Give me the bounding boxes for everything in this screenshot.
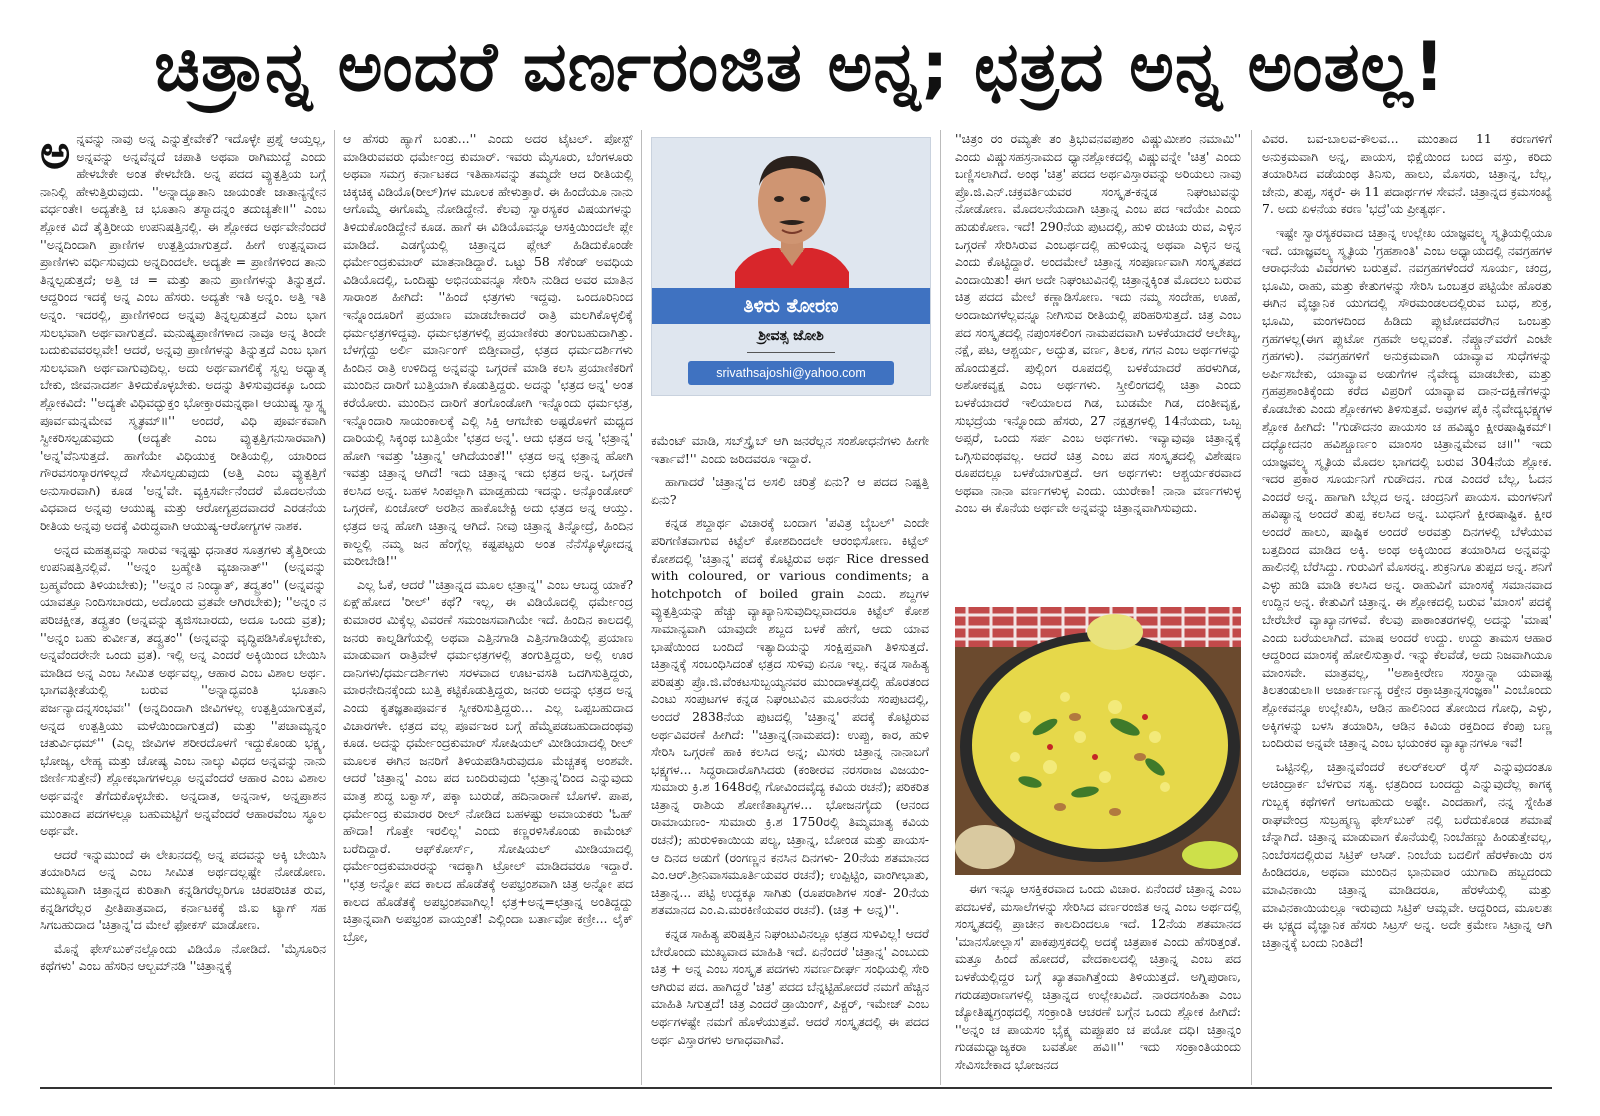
article-column-4-top (955, 130, 1241, 600)
author-portrait-image (727, 144, 857, 294)
column-name-band: ತಿಳಿರು ತೋರಣ (652, 288, 930, 324)
paragraph: ಆದರೆ ಇನ್ನುಮುಂದೆ ಈ ಲೇಖನದಲ್ಲಿ ಅನ್ನ ಪದವನ್ನು ಅಕ್ಕಿ ಬೇಯಿಸಿ ತಯಾರಿಸಿದ ಅನ್ನ ಎಂಬ ಸೀಮಿತ ಅರ್ಥದಲ್ಲಷ್ಟೇ ನೋಡೋಣ. ಮುಖ್ಯವಾಗಿ ಚಿತ್ರಾನ್ನದ ಕುರಿತಾಗಿ ಕನ್ನಡಿಗರೆಲ್ಲರಿಗೂ ಚಿರಪರಿಚಿತ ರುವ, ಕನ್ನಡಿಗರೆಲ್ಲರ ಪ್ರೀತಿಪಾತ್ರವಾದ, ಕರ್ನಾಟಕಕ್ಕೆ ಜಿ.ಐ ಟ್ಯಾಗ್ ಸಹ ಸಿಗಬಹುದಾದ 'ಚಿತ್ರಾನ್ನ'ದ ಮೇಲೆ ಫೋಕಸ್ ಮಾಡೋಣ. (40, 846, 326, 933)
article-column-1 (40, 130, 326, 1090)
paragraph: ಕನ್ನಡ ಶಬ್ದಾರ್ಥ ವಿಚಾರಕ್ಕೆ ಬಂದಾಗ 'ಪವಿತ್ರ ಬೈಬಲ್' ಎಂದೇ ಪರಿಗಣಿತವಾಗುವ ಕಿಟ್ಟೆಲ್ ಕೋಶದಿಂದಲೇ ಆರಂಭಿಸೋಣ. ಕಿಟ್ಟೆಲ್ ಕೋಶದಲ್ಲಿ 'ಚಿತ್ರಾನ್ನ' ಪದಕ್ಕೆ ಕೊಟ್ಟಿರುವ ಅರ್ಥ Rice dressed with coloured, or various condiments; a hotchpotch of boiled grain ಎಂದು. ಶಬ್ದಗಳ ವ್ಯುತ್ಪತ್ತಿಯನ್ನು ಹೆಚ್ಚು ವ್ಯಾಖ್ಯಾನಿಸುವುದಿಲ್ಲವಾದರೂ ಕಿಟ್ಟೆಲ್ ಕೋಶ ಸಾಮಾನ್ಯವಾಗಿ ಯಾವುದೇ ಶಬ್ದದ ಬಳಕೆ ಹೇಗೆ, ಆದು ಯಾವ ಭಾಷೆಯಿಂದ ಬಂದಿದೆ ಇತ್ಯಾದಿಯನ್ನು ಸಂಕ್ಷಿಪ್ತವಾಗಿ ತಿಳಿಸುತ್ತದೆ. ಚಿತ್ರಾನ್ನಕ್ಕೆ ಸಂಬಂಧಿಸಿದಂತೆ ಛತ್ರದ ಸುಳಿವು ಏನೂ ಇಲ್ಲ. ಕನ್ನಡ ಸಾಹಿತ್ಯ ಪರಿಷತ್ತು ಪ್ರೊ.ಜಿ.ವೆಂಕಟಸುಬ್ಬಯ್ಯನವರ ಮುಂದಾಳತ್ವದಲ್ಲಿ ಹೊರತಂದ ಎಂಟು ಸಂಪುಟಗಳ ಕನ್ನಡ ನಿಘಂಟುವಿನ ಮೂರನೆಯ ಸಂಪುಟದಲ್ಲಿ, ಅಂದರೆ 2838ನೆಯ ಪುಟದಲ್ಲಿ 'ಚಿತ್ರಾನ್ನ' ಪದಕ್ಕೆ ಕೊಟ್ಟಿರುವ ಅರ್ಥವಿವರಣೆ ಹೀಗಿದೆ: ''ಚಿತ್ರಾನ್ನ(ನಾಮಪದ): ಉಪ್ಪು, ಕಾರ, ಹುಳಿ ಸೇರಿಸಿ ಒಗ್ಗರಣೆ ಹಾಕಿ ಕಲಸಿದ ಅನ್ನ; ಮಿಸರು ಚಿತ್ರಾನ್ನ ನಾನಾಬಗೆ ಭಕ್ಷ್ಯಗಳ... ಸಿದ್ಧರಾದಾರೊಗಿಸಿದರು (ಕಂಠೀರವ ನರಸರಾಜ ವಿಜಯಂ- ಸುಮಾರು ಕ್ರಿ.ಶ 1648ರಲ್ಲಿ ಗೋವಿಂದವೈದ್ಯ ಕವಿಯ ರಚನೆ); ಪರಿಕರಿತ ಚಿತ್ರಾನ್ನ ರಾಶಿಯ ಶೋಣಿತಾಖ್ಯಗಳ... ಭೋಜನಗೈದು (ಆನಂದ ರಾಮಾಯಣಂ- ಸುಮಾರು ಕ್ರಿ.ಶ 1750ರಲ್ಲಿ ತಿಮ್ಮಮಾತ್ಯ ಕವಿಯ ರಚನೆ); ಹುರುಳಿಕಾಯಿಯ ಪಲ್ಯ, ಚಿತ್ರಾನ್ನ, ಬೋಂಡ ಮತ್ತು ಪಾಯಸ- ಆ ದಿನದ ಅಡುಗೆ (ರಂಗಣ್ಣನ ಕನಸಿನ ದಿನಗಳು- 20ನೆಯ ಶತಮಾನದ ಎಂ.ಆರ್.ಶ್ರೀನಿವಾಸಮೂರ್ತಿಯವರ ರಚನೆ); ಉಪ್ಪಿಟ್ಟಿಂ, ವಾಂಗೀಭಾತು, ಚಿತ್ರಾನ್ನ... ಪಟ್ಟಿ ಉದ್ದಕ್ಕೂ ಸಾಗಿತು (ರೂಪರಾಶಿಗಳ ಸಂತೆ- 20ನೆಯ ಶತಮಾನದ ಎಂ.ಎ.ಮರಕಿಣಿಯವರ ರಚನೆ). (ಚಿತ್ರ + ಅನ್ನ)''. (651, 515, 929, 918)
paragraph: ಕನ್ನಡ ಸಾಹಿತ್ಯ ಪರಿಷತ್ತಿನ ನಿಘಂಟುವಿನಲ್ಲೂ ಛತ್ರದ ಸುಳಿವಿಲ್ಲ! ಆದರೆ ಬೇರೊಂದು ಮುಖ್ಯವಾದ ಮಾಹಿತಿ ಇದೆ. ಏನೆಂದರೆ 'ಚಿತ್ರಾನ್ನ' ಎಂಬುದು ಚಿತ್ರ + ಅನ್ನ ಎಂಬ ಸಂಸ್ಕೃತ ಪದಗಳು ಸವರ್ಣದೀರ್ಘ ಸಂಧಿಯಲ್ಲಿ ಸೇರಿ ಆಗಿರುವ ಪದ. ಹಾಗಿದ್ದರೆ 'ಚಿತ್ರ' ಪದದ ಬೆನ್ನಟ್ಟಿಹೋದರೆ ನಮಗೆ ಹೆಚ್ಚಿನ ಮಾಹಿತಿ ಸಿಗುತ್ತದೆ! ಚಿತ್ರ ಎಂದರೆ ಡ್ರಾಯಿಂಗ್, ಪಿಕ್ಚರ್, ಇಮೇಜ್ ಎಂಬ ಅರ್ಥಗಳಷ್ಟೇ ನಮಗೆ ಹೊಳೆಯುತ್ತವೆ. ಆದರೆ ಸಂಸ್ಕೃತದಲ್ಲಿ ಈ ಪದದ ಅರ್ಥ ವಿಸ್ತಾರಗಳು ಅಗಾಧವಾಗಿವೆ. (651, 926, 929, 1047)
divider (747, 352, 835, 353)
paragraph: ವಿವರ. ಬವ-ಬಾಲವ-ಕೌಲವ... ಮುಂತಾದ 11 ಕರಣಗಳಿಗೆ ಅನುಕ್ರಮವಾಗಿ ಅನ್ನ, ಪಾಯಸ, ಭಿಕ್ಷೆಯಿಂದ ಬಂದ ವಸ್ತು, ಕರಿದು ತಯಾರಿಸಿದ ವಡೆಯಂಥ ತಿನಿಸು, ಹಾಲು, ಮೊಸರು, ಚಿತ್ರಾನ್ನ, ಬೆಲ್ಲ, ಜೇನು, ತುಪ್ಪ, ಸಕ್ಕರೆ- ಈ 11 ಪದಾರ್ಥಗಳ ಸೇವನೆ. ಚಿತ್ರಾನ್ನದ ಕ್ರಮಸಂಖ್ಯೆ 7. ಅದು ಏಳನೆಯ ಕರಣ 'ಭದ್ರೆ'ಯ ಪ್ರೀತ್ಯರ್ಥ. (1262, 131, 1552, 217)
article-column-4-bottom (955, 880, 1241, 1085)
headline: ಚಿತ್ರಾನ್ನ ಅಂದರೆ ವರ್ಣರಂಜಿತ ಅನ್ನ; ಛತ್ರದ ಅನ್ನ ಅಂತಲ್ಲ! (154, 28, 1446, 107)
chitranna-photo (955, 607, 1241, 875)
article-column-3 (651, 432, 929, 1088)
author-name: ಶ್ರೀವತ್ಸ ಜೋಶಿ (758, 328, 824, 344)
article-column-5 (1262, 130, 1552, 1090)
author-email: srivathsajoshi@yahoo.com (688, 361, 894, 385)
paragraph: ''ಚಿತ್ರಂ ರಂ ರಮ್ಯತೇ ತಂ ತ್ರಿಭುವನವಪುಶಂ ವಿಷ್ಣುಮೀಶಂ ನಮಾಮಿ'' ಎಂದು ವಿಷ್ಣುಸಹಸ್ರನಾಮದ ಧ್ಯಾನಶ್ಲೋಕದಲ್ಲಿ ವಿಷ್ಣುವನ್ನೇ 'ಚಿತ್ರ' ಎಂದು ಬಣ್ಣಿಸಲಾಗಿದೆ. ಅಂಥ 'ಚಿತ್ರ' ಪದದ ಅರ್ಥವಿಸ್ತಾರವನ್ನು ಅರಿಯಲು ನಾವು ಪ್ರೊ.ಜಿ.ಎನ್.ಚಕ್ರವರ್ತಿಯವರ ಸಂಸ್ಕೃತ-ಕನ್ನಡ ನಿಘಂಟುವನ್ನು ನೋಡೋಣ. ಮೊದಲನೆಯದಾಗಿ ಚಿತ್ರಾನ್ನ ಎಂಬ ಪದ ಇದೆಯೇ ಎಂದು ಹುಡುಕೋಣ. ಇದೆ! 290ನೆಯ ಪುಟದಲ್ಲಿ, ಹುಳಿ ರುಚಿಯ ರುವ, ಎಳ್ಳಿನ ಒಗ್ಗರಣೆ ಸೇರಿಸಿರುವ ಎಂಬರ್ಥದಲ್ಲಿ ಹುಳಿಯನ್ನ ಅಥವಾ ಎಳ್ಳಿನ ಅನ್ನ ಎಂದು ಕೊಟ್ಟಿದ್ದಾರೆ. ಅಂದಮೇಲೆ ಚಿತ್ರಾನ್ನ ಸಂಪೂರ್ಣವಾಗಿ ಸಂಸ್ಕೃತಪದ ಎಂದಾಯಿತು! ಈಗ ಅದೇ ನಿಘಂಟುವಿನಲ್ಲಿ ಚಿತ್ರಾನ್ನಕ್ಕಿಂತ ಮೊದಲು ಬರುವ ಚಿತ್ರ ಪದದ ಮೇಲೆ ಕಣ್ಣಾಡಿಸೋಣ. ಇದು ನಮ್ಮ ಸಂದೇಹ, ಊಹೆ, ಅಂದಾಜುಗಳೆಲ್ಲವನ್ನೂ ನೀಗಿಸುವ ರೀತಿಯಲ್ಲಿ ಪರಿಹರಿಸುತ್ತದೆ. ಚಿತ್ರ ಎಂಬ ಪದ ಸಂಸ್ಕೃತದಲ್ಲಿ ನಪುಂಸಕಲಿಂಗ ನಾಮಪದವಾಗಿ ಬಳಕೆಯಾದರೆ ಆಲೇಖ್ಯ, ನಕ್ಷೆ, ಪಟ, ಆಶ್ಚರ್ಯ, ಅದ್ಭುತ, ವರ್ಣ, ತಿಲಕ, ಗಗನ ಎಂಬ ಅರ್ಥಗಳನ್ನು ಹೊಂದುತ್ತದೆ. ಪುಲ್ಲಿಂಗ ರೂಪದಲ್ಲಿ ಬಳಕೆಯಾದರೆ ಹರಳುಗಿಡ, ಅಶೋಕವೃಕ್ಷ ಎಂಬ ಅರ್ಥಗಳು. ಸ್ತ್ರೀಲಿಂಗದಲ್ಲಿ ಚಿತ್ರಾ ಎಂದು ಬಳಕೆಯಾದರೆ ಇಲಿಯಾಲದ ಗಿಡ, ಬುಡಮೇ ಗಿಡ, ದಂತೀವೃಕ್ಷ, ಸುಭದ್ರೆಯ ಇನ್ನೊಂದು ಹೆಸರು, 27 ನಕ್ಷತ್ರಗಳಲ್ಲಿ 14ನೆಯದು, ಒಬ್ಬ ಅಪ್ಸರೆ, ಒಂದು ಸರ್ಪ ಎಂಬ ಅರ್ಥಗಳು. ಇವ್ಯಾವುವೂ ಚಿತ್ರಾನ್ನಕ್ಕೆ ಒಗ್ಗಿಸುವಂಥವಲ್ಲ. ಆದರೆ ಚಿತ್ರ ಎಂಬ ಪದ ಸಂಸ್ಕೃತದಲ್ಲಿ ವಿಶೇಷಣ ರೂಪದಲ್ಲೂ ಬಳಕೆಯಾಗುತ್ತದೆ. ಆಗ ಅರ್ಥಗಳು: ಆಶ್ಚರ್ಯಕರವಾದ ಅಥವಾ ನಾನಾ ವರ್ಣಗಳುಳ್ಳ ಎಂದು. ಯುರೇಕಾ! ನಾನಾ ವರ್ಣಗಳುಳ್ಳ ಎಂಬ ಈ ಕೊನೆಯ ಅರ್ಥವೇ ಅನ್ನವನ್ನು ಚಿತ್ರಾನ್ನವಾಗಿಸುವುದು. (955, 131, 1241, 516)
paragraph: ಆ ಹೆಸರು ಹ್ಯಾಗೆ ಬಂತು...'' ಎಂದು ಅದರ ಟೈಟಲ್. ಪೋಸ್ಟ್ ಮಾಡಿರುವವರು ಧರ್ಮೇಂದ್ರ ಕುಮಾರ್. ಇವರು ಮೈಸೂರು, ಬೆಂಗಳೂರು ಅಥವಾ ಸಮಗ್ರ ಕರ್ನಾಟಕದ ಇತಿಹಾಸವನ್ನು ತಮ್ಮದೇ ಆದ ರೀತಿಯಲ್ಲಿ ಚಿಕ್ಕಚಿಕ್ಕ ವಿಡಿಯೊ(ರೀಲ್)ಗಳ ಮೂಲಕ ಹೇಳುತ್ತಾರೆ. ಈ ಹಿಂದೆಯೂ ನಾನು ಆಗೊಮ್ಮೆ ಈಗೊಮ್ಮೆ ನೋಡಿದ್ದೇನೆ. ಕೆಲವು ಸ್ವಾರಸ್ಯಕರ ವಿಷಯಗಳನ್ನು ತಿಳಿದುಕೊಂಡಿದ್ದೇನೆ ಕೂಡ. ಹಾಗೆ ಈ ವಿಡಿಯೊವನ್ನೂ ಆಸಕ್ತಿಯಿಂದಲೇ ಪ್ಲೇ ಮಾಡಿದೆ. ಎಡಗೈಯಲ್ಲಿ ಚಿತ್ರಾನ್ನದ ಪ್ಲೇಟ್ ಹಿಡಿದುಕೊಂಡೇ ಧರ್ಮೇಂದ್ರಕುಮಾರ್ ಮಾತನಾಡಿದ್ದಾರೆ. ಒಟ್ಟು 58 ಸೆಕೆಂಡ್ ಅವಧಿಯ ವಿಡಿಯೊದಲ್ಲಿ, ಒಂದಿಷ್ಟು ಅಭಿನಯವನ್ನೂ ಸೇರಿಸಿ ನುಡಿದ ಅವರ ಮಾತಿನ ಸಾರಾಂಶ ಹೀಗಿದೆ: ''ಹಿಂದೆ ಛತ್ರಗಳು ಇದ್ದವು. ಒಂದೂರಿನಿಂದ ಇನ್ನೊಂದೂರಿಗೆ ಪ್ರಯಾಣ ಮಾಡಬೇಕಾದರೆ ರಾತ್ರಿ ಮಲಗಿಕೊಳ್ಳಲಿಕ್ಕೆ ಧರ್ಮಛತ್ರಗಳಿದ್ದವು. ಧರ್ಮಛತ್ರಗಳಲ್ಲಿ ಪ್ರಯಾಣಿಕರು ತಂಗುಬಹುದಾಗಿತ್ತು. ಬೆಳಗ್ಗೆದ್ದು ಅರ್ಲಿ ಮಾರ್ನಿಂಗ್ ಬಿಡ್ತೀವಾದ್ರೆ, ಛತ್ರದ ಧರ್ಮದರ್ಶಿಗಳು ಹಿಂದಿನ ರಾತ್ರಿ ಉಳಿದಿದ್ದ ಅನ್ನವನ್ನು ಒಗ್ಗರಣೆ ಮಾಡಿ ಕಲಸಿ ಪ್ರಯಾಣಿಕರಿಗೆ ಮುಂದಿನ ದಾರಿಗೆ ಬುತ್ತಿಯಾಗಿ ಕೊಡುತ್ತಿದ್ದರು. ಅದನ್ನು 'ಛತ್ರದ ಅನ್ನ' ಅಂತ ಕರೆಯೋರು. ಮುಂದಿನ ದಾರಿಗೆ ತಂಗೊಂಡೋಗಿ ಇನ್ನೊಂದು ಧರ್ಮಛತ್ರ, ಇನ್ನೊಂದಾರಿ ಸಾಯಂಕಾಲಕ್ಕೆ ಎಲ್ಲಿ ಸಿಕ್ತಿ ಆಗಬೇಕು ಅಷ್ಟರೊಳಗೆ ಮಧ್ಯದ ದಾರಿಯಲ್ಲಿ ಸಿಕ್ಕಂಥ ಬುತ್ತಿಯೇ 'ಛತ್ರದ ಅನ್ನ'. ಆದು ಛತ್ರದ ಅನ್ನ 'ಛತ್ರಾನ್ನ' ಹೋಗಿ ಇವತ್ತು 'ಚಿತ್ರಾನ್ನ' ಆಗಿದೆಯಂತೆ!'' ಛತ್ರದ ಅನ್ನ ಛತ್ರಾನ್ನ ಹೋಗಿ ಇವತ್ತು ಚಿತ್ರಾನ್ನ ಆಗಿದೆ! ಇದು ಚಿತ್ರಾನ್ನ ಇದು ಛತ್ರದ ಅನ್ನ. ಒಗ್ಗರಣೆ ಕಲಸಿದ ಅನ್ನ. ಬಹಳ ಸಿಂಪಲ್ಲಾಗಿ ಮಾಡ್ತಹುದು ಇದನ್ನು. ಅನ್ಕೊಂಡೋರ್ ಒಗ್ಗರಣೆ, ಏಂಚೋರ್ ಅರಶಿನ ಹಾಕೊಬೇಕ್ಟಿ ಅದು ಛತ್ರದ ಅನ್ನ ಆಯ್ತು. ಛತ್ರದ ಅನ್ನ ಹೋಗಿ ಚಿತ್ರಾನ್ನ ಆಗಿದೆ. ನೀವು ಚಿತ್ರಾನ್ನ ತಿನ್ನೋದ್ರೆ, ಹಿಂದಿನ ಕಾಲ್ದಲ್ಲಿ ನಮ್ಮ ಜನ ಹೆಂಗ್ಗೆಲ್ಲ ಕಷ್ಟಪಟ್ಟರು ಅಂತ ನೆನೆಸ್ಕೊಳ್ಳೋದನ್ನ ಮರೀಬೇಡಿ!'' (343, 131, 633, 569)
paragraph: ಹಾಗಾದರೆ 'ಚಿತ್ರಾನ್ನ'ದ ಅಸಲಿ ಚರಿತ್ರೆ ಏನು? ಆ ಪದದ ನಿಷ್ಪತ್ತಿ ಏನು? (651, 474, 929, 507)
bottom-rule (40, 1087, 1552, 1089)
column-divider (940, 130, 941, 1085)
column-divider (334, 130, 335, 1085)
column-divider (1251, 130, 1252, 1085)
paragraph: ಕಮೆಂಟ್ ಮಾಡಿ, ಸಬ್‌ಸ್ಕ್ರೈಬ್ ಆಗಿ ಜನರೆಲ್ಲನ ಸಂಶೋಧನೆಗಳು ಹೀಗೇ ಇರ್ತಾವೆ!'' ಎಂದು ಜರಿದವರೂ ಇದ್ದಾರೆ. (651, 433, 929, 466)
article-column-2 (343, 130, 633, 1090)
column-divider (641, 130, 642, 1085)
paragraph: ಒಟ್ಟಿನಲ್ಲಿ, ಚಿತ್ರಾನ್ನವೆಂದರೆ ಕಲರ್‌ಕಲರ್ ರೈಸ್ ಎನ್ನುವುದಂತೂ ಅಚಿಂದ್ರಾರ್ಕ ಬೆಳಗುವ ಸತ್ಯ. ಛತ್ರದಿಂದ ಬಂದದ್ದು ಎನ್ನುವುದೆಲ್ಲ ಕಾಗಕ್ಕ ಗುಬ್ಬಕ್ಕ ಕಥೆಗಳಿಗೆ ಆಗಬಹುದು ಅಷ್ಟೇ. ಎಂದಹಾಗೆ, ನನ್ನ ಸ್ನೇಹಿತ ರಾಘವೇಂದ್ರ ಸುಬ್ರಹ್ಮಣ್ಯ ಫೇಸ್‌ಬುಕ್ ನಲ್ಲಿ ಬರೆದುಕೊಂಡ ಶಮಾಷೆ ಚೆನ್ನಾಗಿದೆ. ಚಿತ್ರಾನ್ನ ಮಾಡುವಾಗ ಕೊನೆಯಲ್ಲಿ ನಿಂಬೆಹಣ್ಣು ಹಿಂಡುತ್ತೇವಲ್ಲ, ನಿಂಬೆರಸದಲ್ಲಿರುವ ಸಿಟ್ರಿಕ್ ಆಸಿಡ್. ನಿಂಬೆಯ ಬದಲಿಗೆ ಹೆರಳೆಕಾಯಿ ರಸ ಹಿಂಡಿದರೂ, ಅಥವಾ ಮುಂದಿನ ಭಾನುವಾರ ಯುಗಾದಿ ಹಬ್ಬದಂದು ಮಾವಿನಕಾಯಿ ಚಿತ್ರಾನ್ನ ಮಾಡಿದರೂ, ಹೆರಳೆಯಲ್ಲಿ ಮತ್ತು ಮಾವಿನಕಾಯಿಯಲ್ಲೂ ಇರುವುದು ಸಿಟ್ರಿಕ್ ಆಮ್ಲವೇ. ಆದ್ದರಿಂದ, ಮೂಲತಃ ಈ ಭಕ್ಷ್ಯದ ವೈಜ್ಞಾನಿಕ ಹೆಸರು ಸಿಟ್ರಸ್ ಅನ್ನ. ಅದೇ ಕ್ರಮೇಣ ಸಿಟ್ರಾನ್ನ ಆಗಿ ಚಿತ್ರಾನ್ನಕ್ಕೆ ಬಂದು ನಿಂತಿದೆ! (1262, 758, 1552, 950)
paragraph: ಎಲ್ಲ ಓಕೆ, ಆದರೆ ''ಚಿತ್ರಾನ್ನದ ಮೂಲ ಛತ್ರಾನ್ನ'' ಎಂಬ ಆಬದ್ಧ ಯಾಕೆ? ಏಕ್ಷ್‌ಹೋದ 'ರೀಲ್' ಕಥೆ? ಇಲ್ಲ, ಈ ವಿಡಿಯೊದಲ್ಲಿ ಧರ್ಮೇಂದ್ರ ಕುಮಾರರ ಮಿಕ್ಕೆಲ್ಲ ವಿವರಣೆ ಸಮಂಜಸವಾಗಿಯೇ ಇದೆ. ಹಿಂದಿನ ಕಾಲದಲ್ಲಿ ಜನರು ಕಾಲ್ನಡಿಗೆಯಲ್ಲಿ ಅಥವಾ ಎತ್ತಿನಗಾಡಿ ಎತ್ತಿನಗಾಡಿಯಲ್ಲಿ ಪ್ರಯಾಣ ಮಾಡುವಾಗ ರಾತ್ರಿವೇಳೆ ಧರ್ಮಛತ್ರಗಳಲ್ಲಿ ತಂಗುತ್ತಿದ್ದರು, ಅಲ್ಲಿ ಊರ ದಾನಿಗಳು/ಧರ್ಮದರ್ಶಿಗಳು ಸರಳವಾದ ಊಟ-ವಸತಿ ಒದಗಿಸುತ್ತಿದ್ದರು, ಮಾರನೇದಿನಕ್ಕೆಂದು ಬುತ್ತಿ ಕಟ್ಟಿಕೊಡುತ್ತಿದ್ದರು, ಜನರು ಅದನ್ನು ಛತ್ರದ ಅನ್ನ ಎಂದು ಕೃತಜ್ಞತಾಪೂರ್ವಕ ಸ್ವೀಕರಿಸುತ್ತಿದ್ದರು... ಎಲ್ಲ ಒಪ್ಪಬಹುದಾದ ವಿಚಾರಗಳೇ. ಛತ್ರದ ವಲ್ಲ ಪೂರ್ವಜರ ಬಗ್ಗೆ ಹೆಮ್ಮೆಪಡಬಹುದಾದಂಥವು ಕೂಡ. ಅದನ್ನು ಧರ್ಮೇಂದ್ರಕುಮಾರ್ ಸೋಷಿಯಲ್ ಮೀಡಿಯಾದಲ್ಲಿ ರೀಲ್ ಮೂಲಕ ಈಗಿನ ಜನರಿಗೆ ತಿಳಿಯಪಡಿಸಿರುವುದೂ ಮೆಚ್ಚತಕ್ಕ ಅಂಶವೇ. ಆದರೆ 'ಚಿತ್ರಾನ್ನ' ಎಂಬ ಪದ ಬಂದಿರುವುದು 'ಛತ್ರಾನ್ನ'ದಿಂದ ಎನ್ನುವುದು ಮಾತ್ರ ಶುದ್ಧ ಬಕ್ವಾಸ್, ಪಕ್ಕಾ ಬುರುಡೆ, ಹದಿನಾರಾಣೆ ಬೊಗಳೆ. ಪಾಪ, ಧರ್ಮೇಂದ್ರ ಕುಮಾರರ ರೀಲ್ ನೋಡಿದ ಬಹಳಷ್ಟು ಅಮಾಯಕರು 'ಓಹ್ ಹೌದಾ! ಗೊತ್ತೇ ಇರಲಿಲ್ಲ' ಎಂದು ಕಣ್ಣರಳಿಸಿಕೊಂಡು ಕಾಮೆಂಟ್ ಬರೆದಿದ್ದಾರೆ. ಆಫ್‌ಕೋರ್ಸ್, ಸೋಷಿಯಲ್ ಮೀಡಿಯಾದಲ್ಲಿ ಧರ್ಮೇಂದ್ರಕುಮಾರರನ್ನು ಇದಕ್ಕಾಗಿ ಟ್ರೋಲ್ ಮಾಡಿದವರೂ ಇದ್ದಾರೆ. ''ಛತ್ರ ಅನ್ನೋ ಪದ ಕಾಲದ ಹೊಡೆತಕ್ಕೆ ಅಪಭ್ರಂಶವಾಗಿ ಚಿತ್ರ ಅನ್ನೋ ಪದ ಕಾಲದ ಹೊಡೆತಕ್ಕೆ ಅಪಭ್ರಂಶವಾಗಿಲ್ಲ! ಛತ್ರ+ಅನ್ನ=ಛತ್ರಾನ್ನ ಅಂತಿದ್ದದ್ದು ಚಿತ್ರಾನ್ನವಾಗಿ ಅಪಭ್ರಂಶ ವಾಯ್ತಂತೆ! ಎಲ್ಲಿಂದಾ ಬರ್ತಾವೋ ಕಣ್ರೀ... ಲೈಕ್ ಬ್ರೋ, (343, 576, 633, 944)
paragraph: ಇಷ್ಟೇ ಸ್ವಾರಸ್ಯಕರವಾದ ಚಿತ್ರಾನ್ನ ಉಲ್ಲೇಖ ಯಾಜ್ಞವಲ್ಕ್ಯ ಸ್ಮೃತಿಯಲ್ಲಿಯೂ ಇದೆ. ಯಾಜ್ಞವಲ್ಕ್ಯ ಸ್ಮೃತಿಯ 'ಗ್ರಹಶಾಂತಿ' ಎಂಬ ಅಧ್ಯಾಯದಲ್ಲಿ ನವಗ್ರಹಗಳ ಆರಾಧನೆಯ ವಿವರಗಳು ಬರುತ್ತವೆ. ನವಗ್ರಹಗಳೆಂದರೆ ಸೂರ್ಯ, ಚಂದ್ರ, ಭೂಮಿ, ರಾಹು, ಮತ್ತು ಕೇತುಗಳನ್ನು ಸೇರಿಸಿ ಒಂಬತ್ತರ ಪಟ್ಟಿಯೇ ಹೊರತು ಈಗಿನ ವೈಜ್ಞಾನಿಕ ಯುಗದಲ್ಲಿ ಸೌರಮಂಡಲದಲ್ಲಿರುವ ಬುಧ, ಶುಕ್ರ, ಭೂಮಿ, ಮಂಗಳದಿಂದ ಹಿಡಿದು ಪ್ಲುಟೋದವರೆಗಿನ ಒಂಬತ್ತು ಗ್ರಹಗಳಲ್ಲ(ಈಗ ಪ್ಲುಟೋ ಗ್ರಹವೇ ಅಲ್ಲವಂತೆ. ನೆಪ್ಚೂನ್‌ವರೆಗೆ ಎಂಟೇ ಗ್ರಹಗಳು). ನವಗ್ರಹಗಳಿಗೆ ಅನುಕ್ರಮವಾಗಿ ಯಾವ್ಯಾವ ಸುಧೆಗಳನ್ನು ಅರ್ಪಿಸಬೇಕು, ಯಾವ್ಯಾವ ಅಡುಗೆಗಳ ನೈವೇದ್ಯ ಮಾಡಬೇಕು, ಮತ್ತು ಗ್ರಹಪ್ರಶಾಂತಿಕ್ಕೆಂದು ಕರೆದ ವಿಪ್ರರಿಗೆ ಯಾವ್ಯಾವ ದಾನ-ದಕ್ಷಿಣೆಗಳನ್ನು ಕೊಡಬೇಕು ಎಂದು ಶ್ಲೋಕಗಳು ತಿಳಿಸುತ್ತವೆ. ಅವುಗಳ ಪೈಕಿ ನೈವೇದ್ಯಭಕ್ಷ್ಯಗಳ ಶ್ಲೋಕ ಹೀಗಿದೆ: ''ಗುಡೌದನಂ ಪಾಯಸಂ ಚ ಹವಿಷ್ಯಂ ಕ್ಷೀರಷಾಷ್ಟಿಕಮ್। ದಧ್ಯೋದನಂ ಹವಿಶ್ಚೂರ್ಣಂ ಮಾಂಸಂ ಚಿತ್ರಾನ್ನಮೇವ ಚ॥'' ಇದು ಯಾಜ್ಞವಲ್ಕ್ಯ ಸ್ಮೃತಿಯ ಮೊದಲ ಭಾಗದಲ್ಲಿ ಬರುವ 304ನೆಯ ಶ್ಲೋಕ. ಇದರ ಪ್ರಕಾರ ಸೂರ್ಯನಿಗೆ ಗುಡೌದನ. ಗುಡ ಎಂದರೆ ಬೆಲ್ಲ, ಓದನ ಎಂದರೆ ಅನ್ನ. ಹಾಗಾಗಿ ಬೆಲ್ಲದ ಅನ್ನ. ಚಂದ್ರನಿಗೆ ಪಾಯಸ. ಮಂಗಳನಿಗೆ ಹವಿಷ್ಯಾನ್ನ ಅಂದರೆ ತುಪ್ಪ ಕಲಸಿದ ಅನ್ನ. ಬುಧನಿಗೆ ಕ್ಷೀರಷಾಷ್ಟಿಕ. ಕ್ಷೀರ ಅಂದರೆ ಹಾಲು, ಷಾಷ್ಟಿಕ ಅಂದರೆ ಅರವತ್ತು ದಿನಗಳಲ್ಲಿ ಬೆಳೆಯುವ ಬತ್ತದಿಂದ ಮಾಡಿದ ಅಕ್ಕಿ. ಅಂಥ ಅಕ್ಕಿಯಿಂದ ತಯಾರಿಸಿದ ಅನ್ನವನ್ನು ಹಾಲಿನಲ್ಲಿ ಬೆರೆಸಿದ್ದು. ಗುರುವಿಗೆ ಮೊಸರನ್ನ. ಶುಕ್ರನಿಗೂ ತುಪ್ಪದ ಅನ್ನ. ಶನಿಗೆ ಎಳ್ಳು ಹುಡಿ ಮಾಡಿ ಕಲಸಿದ ಅನ್ನ. ರಾಹುವಿಗೆ ಮಾಂಸಕ್ಕೆ ಸಮಾನವಾದ ಉದ್ದಿನ ಅನ್ನ. ಕೇತುವಿಗೆ ಚಿತ್ರಾನ್ನ. ಈ ಶ್ಲೋಕದಲ್ಲಿ ಬರುವ 'ಮಾಂಸ' ಪದಕ್ಕೆ ಬೇರೆಬೇರೆ ವ್ಯಾಖ್ಯಾನಗಳಿವೆ. ಕೆಲವು ಪಾಠಾಂತರಗಳಲ್ಲಿ ಅದನ್ನು 'ಮಾಷ' ಎಂದು ಬರೆಯಲಾಗಿದೆ. ಮಾಷ ಅಂದರೆ ಉದ್ದು. ಉದ್ದು ತಾಮಸ ಆಹಾರ ಆದ್ದರಿಂದ ಮಾಂಸಕ್ಕೆ ಹೋಲಿಸುತ್ತಾರೆ. ಇನ್ನು ಕೆಲವೆಡೆ, ಅದು ನಿಜವಾಗಿಯೂ ಮಾಂಸವೇ. ಮಾತ್ರವಲ್ಲ, ''ಅಶಾಕ್ತೀರೇಣ ಸಂಸ್ಥಾನ್ನಾ ಯವಾಷ್ಟ ತಿಲತಂಡುಲಾ॥ ಅಜಾರ್ಕರ್ಣನ್ಯ ರಕ್ತೇನ ರಕ್ತಾಚಿತ್ರಾನ್ನಸಂಜ್ಞಕಾ'' ಎಂಬೊಂದು ಶ್ಲೋಕವನ್ನೂ ಉಲ್ಲೇಖಿಸಿ, ಆಡಿನ ಹಾಲಿನಿಂದ ತೋಯಿದ ಗೋಧಿ, ಎಳ್ಳು, ಅಕ್ಕಿಗಳನ್ನು ಬಳಸಿ ತಯಾರಿಸಿ, ಆಡಿನ ಕಿವಿಯ ರಕ್ತದಿಂದ ಕೆಂಪು ಬಣ್ಣ ಬಂದಿರುವ ಅನ್ನವೇ ಚಿತ್ರಾನ್ನ ಎಂಬ ಭಯಂಕರ ವ್ಯಾಖ್ಯಾನಗಳೂ ಇವೆ! (1262, 224, 1552, 751)
paragraph: ಅನ್ನದ ಮಹತ್ವವನ್ನು ಸಾರುವ ಇನ್ನಷ್ಟು ಧನಾತರ ಸೂತ್ರಗಳು ತೈತ್ತಿರೀಯ ಉಪನಿಷತ್ತಿನಲ್ಲಿವೆ. ''ಅನ್ನಂ ಬ್ರಹ್ಮೇತಿ ವ್ಯಜಾನಾತ್'' (ಅನ್ನವನ್ನು ಬ್ರಹ್ಮವೆಂದು ತಿಳಿಯಬೇಕು); ''ಅನ್ನಂ ನ ನಿಂದ್ಯಾತ್, ತದ್ವ್ರತಂ'' (ಅನ್ನವನ್ನು ಯಾವತ್ತೂ ನಿಂದಿಸಬಾರದು, ಅದೊಂದು ವ್ರತವೇ ಆಗಿರಬೇಕು); ''ಅನ್ನಂ ನ ಪರಿಚಕ್ಷೀತ, ತದ್ವ್ರತಂ (ಅನ್ನವನ್ನು ತ್ಯಜಿಸಬಾರದು, ಅದೂ ಒಂದು ವ್ರತ); ''ಅನ್ನಂ ಬಹು ಕುರ್ವೀತ, ತದ್ವ್ರತಂ'' (ಅನ್ನವನ್ನು ವೃದ್ಧಿಪಡಿಸಿಕೊಳ್ಳಬೇಕು, ಅನ್ನವೆಂದರೇನೇ ಒಂದು ವ್ರತ). ಇಲ್ಲಿ ಅನ್ನ ಎಂದರೆ ಅಕ್ಕಿಯಿಂದ ಬೇಯಿಸಿ ಮಾಡಿದ ಅನ್ನ ಎಂಬ ಸೀಮಿತ ಅರ್ಥವಲ್ಲ, ಆಹಾರ ಎಂಬ ವಿಶಾಲ ಅರ್ಥ. ಭಾಗವತ್ಗೀತೆಯಲ್ಲಿ ಬರುವ ''ಅನ್ನಾದ್ಭವಂತಿ ಭೂತಾನಿ ಪರ್ಜನ್ಯಾದನ್ನಸಂಭವಃ'' (ಅನ್ನದಿಂದಾಗಿ ಜೀವಿಗಳಲ್ಲ ಉತ್ಪತ್ತಿಯಾಗುತ್ತವೆ, ಅನ್ನದ ಉತ್ಪತ್ತಿಯು ಮಳೆಯಿಂದಾಗುತ್ತದೆ) ಮತ್ತು ''ಪಚಾಮ್ಯನ್ನಂ ಚತುರ್ವಿಧಮ್'' (ಎಲ್ಲ ಜೀವಿಗಳ ಶರೀರದೊಳಗೆ ಇದ್ದುಕೊಂಡು ಭಕ್ಷ್ಯ, ಭೋಜ್ಯ, ಲೇಹ್ಯ ಮತ್ತು ಚೋಷ್ಯ ಎಂಬ ನಾಲ್ಕು ವಿಧದ ಅನ್ನವನ್ನು ನಾನು ಜೀರ್ಣಿಸುತ್ತೇನೆ) ಶ್ಲೋಕಭಾಗಗಳಲ್ಲೂ ಅನ್ನವೆಂದರೆ ಆಹಾರ ಎಂಬ ವಿಶಾಲ ಅರ್ಥವನ್ನೇ ತೆಗೆದುಕೊಳ್ಳಬೇಕು. ಅನ್ನದಾತ, ಅನ್ನನಾಳ, ಅನ್ನಪ್ರಾಶನ ಮುಂತಾದ ಪದಗಳಲ್ಲೂ ಬಹುಮಟ್ಟಿಗೆ ಅನ್ನವೆಂದರೆ ಆಹಾರವೆಂಬ ಸ್ಥೂಲ ಅರ್ಥವೇ. (40, 541, 326, 839)
paragraph: ಈಗ ಇನ್ನೂ ಆಸಕ್ತಿಕರವಾದ ಒಂದು ವಿಚಾರ. ಏನೆಂದರೆ ಚಿತ್ರಾನ್ನ ಎಂಬ ಪದಬಳಕೆ, ಮಸಾಲೆಗಳನ್ನು ಸೇರಿಸಿದ ವರ್ಣರಂಜಿತ ಅನ್ನ ಎಂಬ ಅರ್ಥದಲ್ಲಿ ಸಂಸ್ಕೃತದಲ್ಲಿ ಪ್ರಾಚೀನ ಕಾಲದಿಂದಲೂ ಇದೆ. 12ನೆಯ ಶತಮಾನದ 'ಮಾನಸೋಲ್ಲಾಸ' ಪಾಕಪುಸ್ತಕದಲ್ಲಿ ಅದಕ್ಕೆ ಚಿತ್ರಪಾಕ ಎಂದು ಹೆಸರಿತ್ತಂತೆ. ಮತ್ತೂ ಹಿಂದೆ ಹೋದರೆ, ವೇದಕಾಲದಲ್ಲಿ ಚಿತ್ರಾನ್ನ ಎಂಬ ಪದ ಬಳಕೆಯಲ್ಲಿದ್ದರ ಬಗ್ಗೆ ಖ್ಯಾತವಾಗಿತ್ತೆಂದು ತಿಳಿಯುತ್ತದೆ. ಅಗ್ನಿಪುರಾಣ, ಗರುಡಪುರಾಣಗಳಲ್ಲಿ ಚಿತ್ರಾನ್ನದ ಉಲ್ಲೇಖವಿದೆ. ನಾರದಸಂಹಿತಾ ಎಂಬ ಜ್ಯೋತಿಷ್ಯಗ್ರಂಥದಲ್ಲಿ ಸಂಕ್ರಾಂತಿ ಆಚರಣೆ ಬಗ್ಗೆನ ಒಂದು ಶ್ಲೋಕ ಹೀಗಿದೆ: ''ಅನ್ನಂ ಚ ಪಾಯಸಂ ಭೈಕ್ಷ್ಯ ಮಪ್ಪೂಪಂ ಚ ಪಯೋ ದಧಿ। ಚಿತ್ರಾನ್ನಂ ಗುಡಮಧ್ವಾಜ್ಯಕರಾ ಬವತೋ ಹವಿ॥'' ಇದು ಸಂಕ್ರಾಂತಿಯಂದು ಸೇವಿಸಬೇಕಾದ ಭೋಜನದ (955, 881, 1241, 1072)
dropcap: ಅ (40, 130, 71, 179)
paragraph: ಅನ್ನವನ್ನು ನಾವು ಅನ್ನ ಎನ್ನುತ್ತೇವೇಕೆ? ಇದೊಳ್ಳೇ ಪ್ರಶ್ನೆ ಆಯ್ತಲ್ಲ, ಅನ್ನವನ್ನು ಅನ್ನವೆನ್ನದೆ ಚಪಾತಿ ಅಥವಾ ರಾಗಿಮುದ್ದೆ ಎಂದು ಹೇಳಬೇಕೇ ಅಂತ ಕೇಳಬೇಡಿ. ಅನ್ನ ಪದದ ವ್ಯುತ್ಪತ್ತಿಯ ಬಗ್ಗೆ ನಾನಿಲ್ಲಿ ಹೇಳುತ್ತಿರುವುದು. ''ಅನ್ನಾದ್ಭೂತಾನಿ ಜಾಯಂತೇ ಜಾತಾನ್ಯನ್ನೇನ ವರ್ಧಂತೇ। ಅದ್ಯತೇತ್ತಿ ಚ ಭೂತಾನಿ ತಸ್ಮಾದನ್ನಂ ತದುಚ್ಯತೇ॥'' ಎಂಬ ಶ್ಲೋಕ ವಿದೆ ತೈತ್ತಿರೀಯ ಉಪನಿಷತ್ತಿನಲ್ಲಿ. ಈ ಶ್ಲೋಕದ ಅರ್ಥವೇನೆಂದರೆ ''ಅನ್ನದಿಂದಾಗಿ ಪ್ರಾಣಿಗಳ ಉತ್ಪತ್ತಿಯಾಗುತ್ತದೆ. ಹೀಗೆ ಉತ್ಪನ್ನವಾದ ಪ್ರಾಣಿಗಳು ವರ್ಧಿಸುವುದು ಅನ್ನದಿಂದಲೇ. ಅದ್ಯತೇ = ಪ್ರಾಣಿಗಳಿಂದ ತಾನು ತಿನ್ನಲ್ಪಡುತ್ತದೆ; ಅತ್ತಿ ಚ = ಮತ್ತು ತಾನು ಪ್ರಾಣಿಗಳನ್ನು ತಿನ್ನುತ್ತದೆ. ಆದ್ದರಿಂದ ಇದಕ್ಕೆ ಅನ್ನ ಎಂಬ ಹೆಸರು. ಅದ್ಯತೇ ಇತಿ ಅನ್ನಂ. ಅತ್ತಿ ಇತಿ ಅನ್ನಂ. ಇದರಲ್ಲಿ, ಪ್ರಾಣಿಗಳಿಂದ ಅನ್ನವು ತಿನ್ನಲ್ಪಡುತ್ತದೆ ಎಂಬ ಭಾಗ ಸುಲಭವಾಗಿ ಅರ್ಥವಾಗುತ್ತದೆ. ಮನುಷ್ಯಪ್ರಾಣಿಗಳಾದ ನಾವೂ ಅನ್ನ ತಿಂದೇ ಬದುಕುವವರಲ್ಲವೇ! ಆದರೆ, ಅನ್ನವು ಪ್ರಾಣಿಗಳನ್ನು ತಿನ್ನುತ್ತದೆ ಎಂಬ ಭಾಗ ಸುಲಭವಾಗಿ ಅರ್ಥವಾಗುವುದಿಲ್ಲ. ಅದು ಅರ್ಥವಾಗಲಿಕ್ಕೆ ಸ್ವಲ್ಪ ಅಧ್ಯಾತ್ಮ ಬೇಕು, ಜೀವನಾದರ್ಶ ತಿಳಿದುಕೊಳ್ಳಬೇಕು. ಅದನ್ನು ತಿಳಿಸುವುದಕ್ಕೂ ಒಂದು ಶ್ಲೋಕವಿದೆ: ''ಅದ್ಯತೇ ವಿಧಿವದ್ಭುಕ್ತಂ ಭೋಕ್ತಾರಮನ್ನಥಾ। ಆಯುಷ್ಯ ಸ್ವಾಸ್ಥ್ಯ ಪೂರ್ವಮನ್ನಮೇವ ಸ್ಮೃತಮ್॥'' ಅಂದರೆ, ವಿಧಿ ಪೂರ್ವಕವಾಗಿ ಸ್ವೀಕರಿಸಲ್ಪಡುವುದು (ಅದ್ಯತೇ ಎಂಬ ವ್ಯುತ್ಪತ್ತಿಗನುಸಾರವಾಗಿ) 'ಅನ್ನ'ವೆನಿಸುತ್ತದೆ. ಹಾಗೆಯೇ ವಿಧಿಯುಕ್ತ ರೀತಿಯಲ್ಲಿ, ಯಾರಿಂದ ಗೌರವಸಂಸ್ಕಾರಗಳಿಲ್ಲದೆ ಸೇವಿಸಲ್ಪಡುವುದು (ಅತ್ತಿ ಎಂಬ ವ್ಯುತ್ಪತ್ತಿಗೆ ಅನುಸಾರವಾಗಿ) ಕೂಡ 'ಅನ್ನ'ವೇ. ವ್ಯಕ್ತಿಸರ್ವೇನೆಂದರೆ ಮೊದಲನೆಯ ವಿಧವಾದ ಅನ್ನವು ಆಯುಷ್ಯ ಮತ್ತು ಆರೋಗ್ಯಪ್ರದವಾದರೆ ಎರಡನೆಯ ರೀತಿಯ ಅನ್ನವು ಅದಕ್ಕೆ ವಿರುದ್ಧವಾಗಿ ಆಯುಷ್ಯ-ಆರೋಗ್ಯಗಳ ನಾಶಕ. (40, 130, 326, 534)
paragraph: ಮೊನ್ನೆ ಫೇಸ್‌ಬುಕ್‌ನಲ್ಲೊಂದು ವಿಡಿಯೊ ನೋಡಿದೆ. 'ಮೈಸೂರಿನ ಕಥೆಗಳು' ಎಂಬ ಹೆಸರಿನ ಆಲ್ಬಮ್‌ನಡಿ ''ಚಿತ್ರಾನ್ನಕ್ಕೆ (40, 940, 326, 974)
author-box (651, 137, 931, 396)
